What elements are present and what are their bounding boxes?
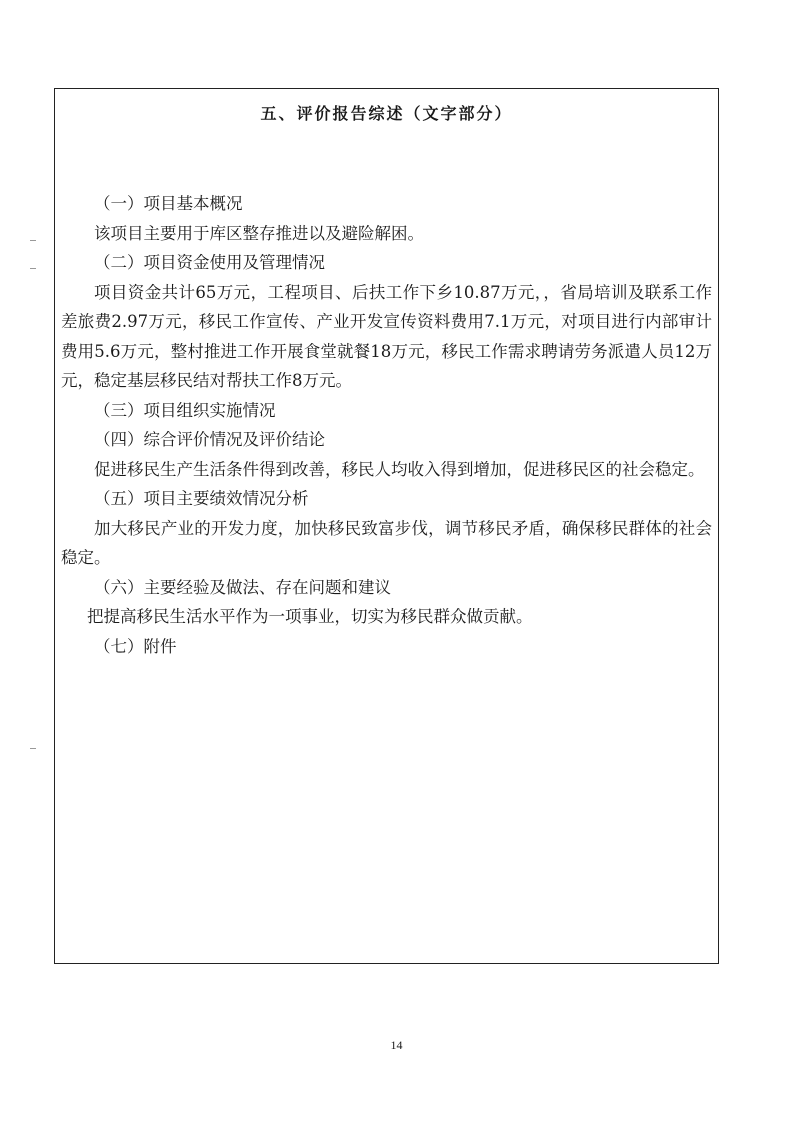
report-content [61, 189, 712, 661]
section-1-body: 该项目主要用于库区整存推进以及避险解困。 [94, 223, 424, 243]
section-3-heading: （三）项目组织实施情况 [94, 400, 276, 420]
section-7-heading: （七）附件 [94, 636, 177, 656]
page-number: 14 [390, 1038, 403, 1052]
section-6-body: 把提高移民生活水平作为一项事业，切实为移民群众做贡献。 [87, 607, 533, 626]
section-4-body: 促进移民生产生活条件得到改善，移民人均收入得到增加，促进移民区的社会稳定。 [94, 459, 705, 479]
section-5-body: 加大移民产业的开发力度，加快移民致富步伐，调节移民矛盾，确保移民群体的社会稳定。 [61, 518, 712, 567]
section-2-heading: （二）项目资金使用及管理情况 [94, 253, 325, 272]
scan-mark [30, 240, 36, 241]
scan-mark [30, 748, 36, 749]
section-title: 五、评价报告综述（文字部分） [260, 104, 513, 123]
section-2-body: 项目资金共计65万元，工程项目、后扶工作下乡10.87万元，，省局培训及联系工作差旅费2.97万元，移民工作宣传、产业开发宣传资料费用7.1万元，对项目进行内部审计费用5.6万元，整村推进工作开展食堂就餐18万元，移民工作需求聘请劳务派遣人员12万元，稳定基层移民结对帮扶工作8万元。 [61, 282, 712, 390]
section-4-heading: （四）综合评价情况及评价结论 [94, 430, 325, 449]
section-5-heading: （五）项目主要绩效情况分析 [94, 489, 309, 508]
scan-mark [30, 268, 36, 269]
section-1-heading: （一）项目基本概况 [94, 194, 243, 213]
report-frame [54, 88, 719, 964]
section-6-heading: （六）主要经验及做法、存在问题和建议 [94, 577, 391, 597]
